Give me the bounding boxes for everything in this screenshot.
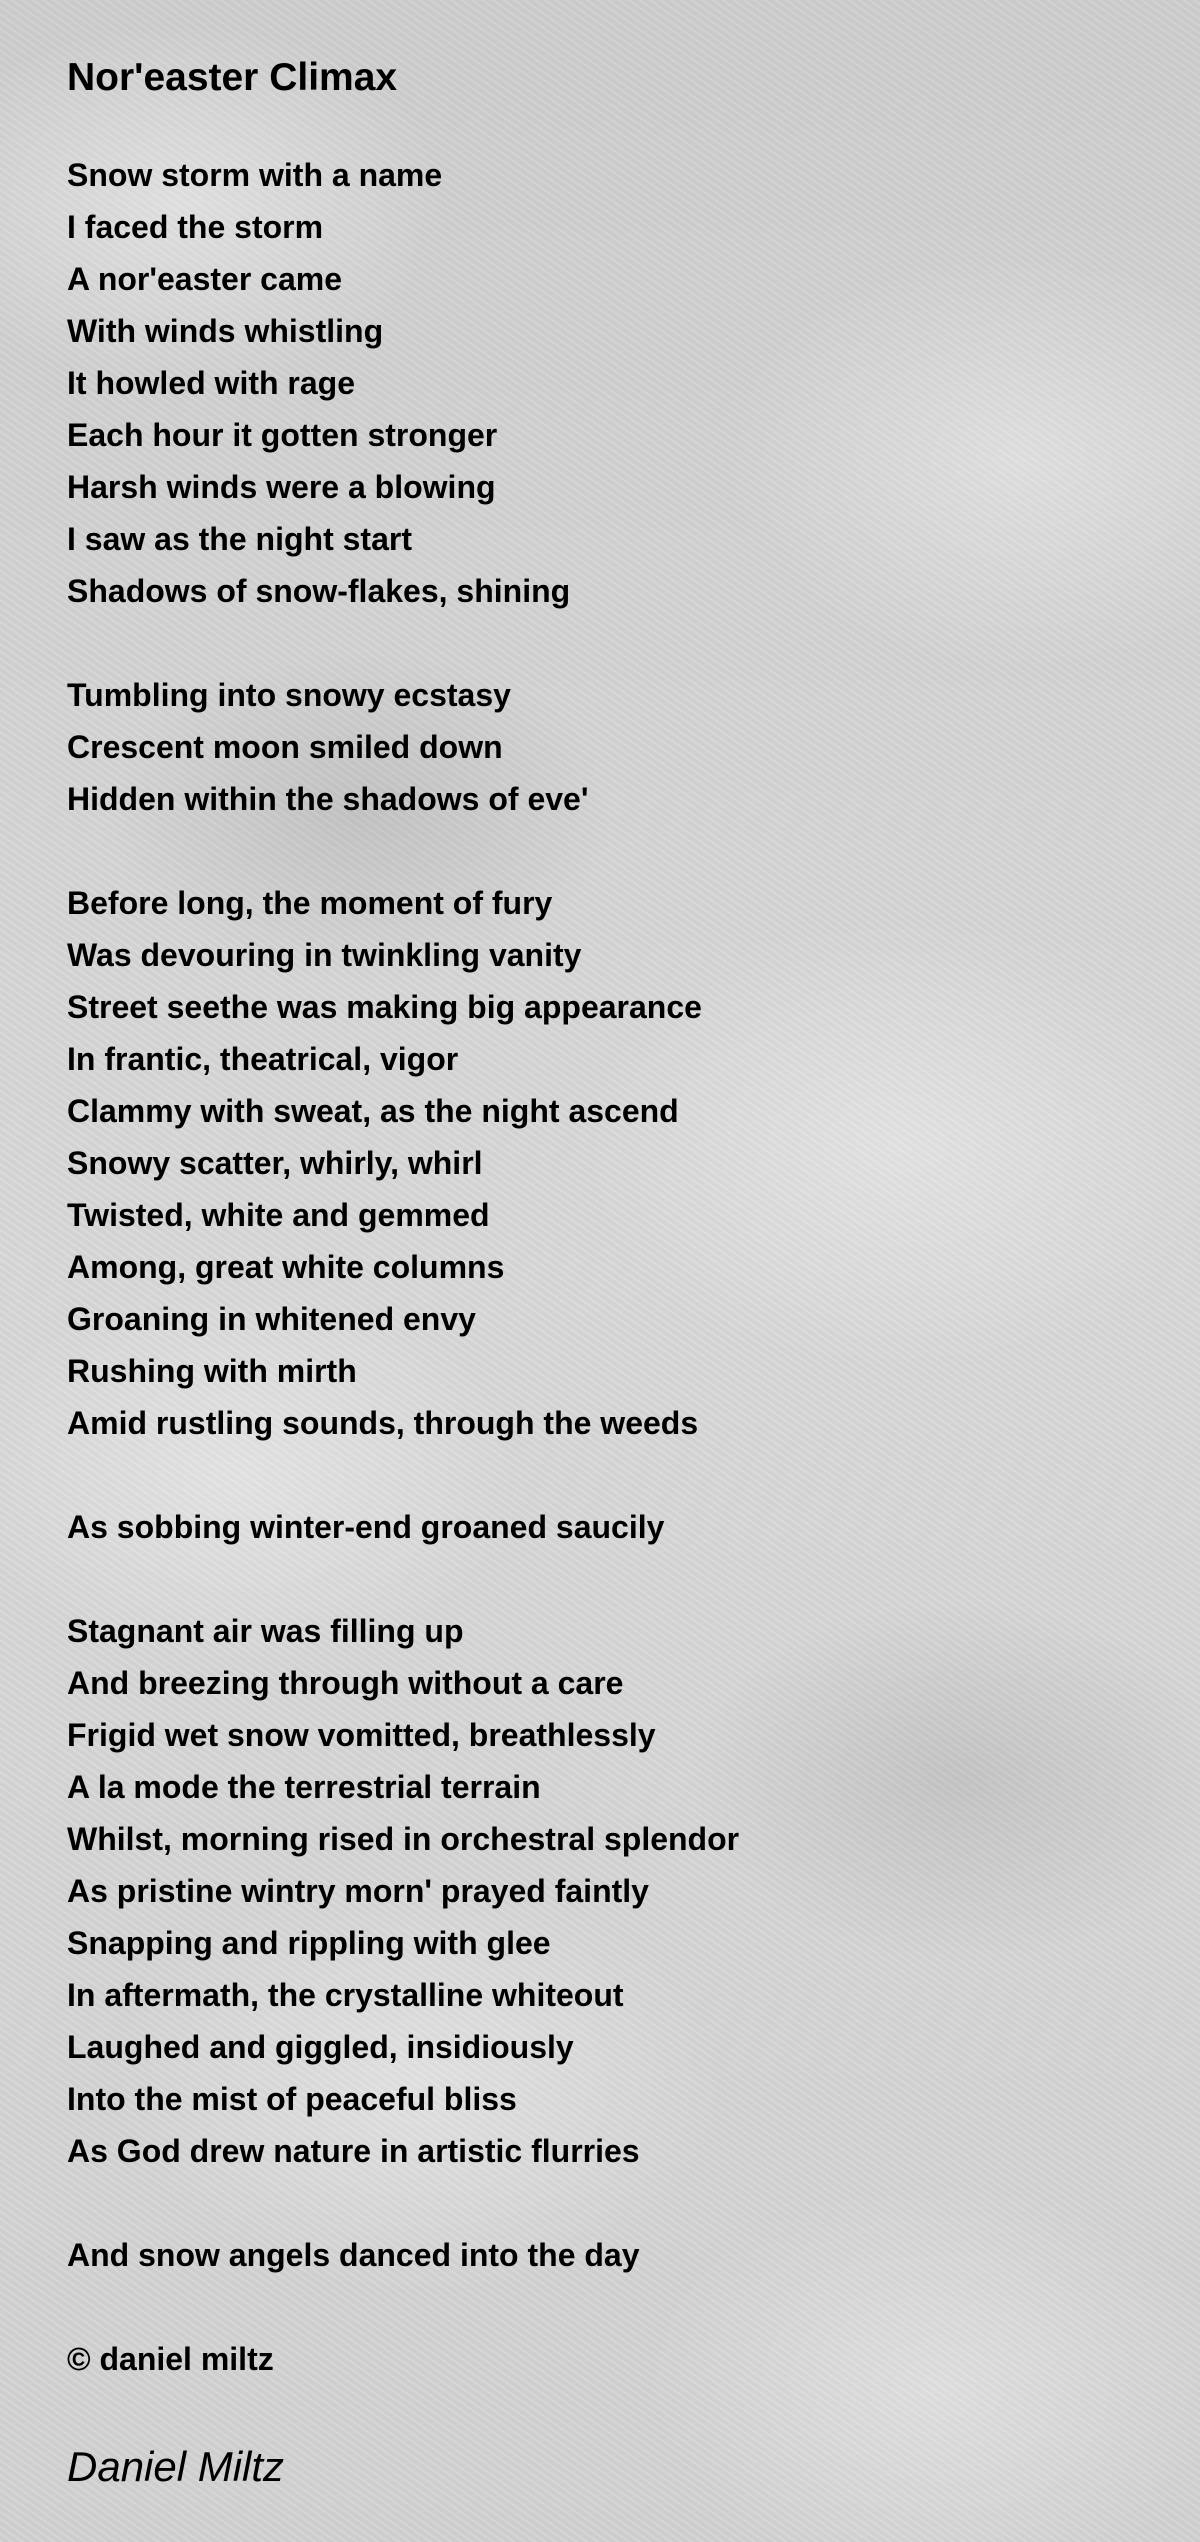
- stanza-1: [67, 149, 1167, 617]
- poem-line: Shadows of snow-flakes, shining: [67, 573, 571, 609]
- poem-line: Before long, the moment of fury: [67, 885, 553, 921]
- poem-line: A nor'easter came: [67, 261, 342, 297]
- poem-line: Rushing with mirth: [67, 1353, 357, 1389]
- poem-line: Each hour it gotten stronger: [67, 417, 498, 453]
- poem-line: Twisted, white and gemmed: [67, 1197, 490, 1233]
- poem-line: Groaning in whitened envy: [67, 1301, 476, 1337]
- poem-line: Street seethe was making big appearance: [67, 989, 702, 1025]
- poem-line: Hidden within the shadows of eve': [67, 781, 589, 817]
- poem-line: Laughed and giggled, insidiously: [67, 2029, 574, 2065]
- stanza-4: [67, 1501, 1167, 1553]
- stanza-3: [67, 877, 1167, 1449]
- poem-line: Was devouring in twinkling vanity: [67, 937, 582, 973]
- poem-line: And snow angels danced into the day: [67, 2237, 640, 2273]
- poem-line: Snowy scatter, whirly, whirl: [67, 1145, 483, 1181]
- stanza-break: [67, 825, 1167, 877]
- poem-line: As pristine wintry morn' prayed faintly: [67, 1873, 649, 1909]
- poem-line: Stagnant air was filling up: [67, 1613, 464, 1649]
- poem-line: Into the mist of peaceful bliss: [67, 2081, 517, 2117]
- poem-line: Harsh winds were a blowing: [67, 469, 496, 505]
- poem-line: Crescent moon smiled down: [67, 729, 503, 765]
- poem-body: [67, 149, 1167, 2281]
- poem-line: As God drew nature in artistic flurries: [67, 2133, 640, 2169]
- poem-line: In frantic, theatrical, vigor: [67, 1041, 459, 1077]
- poem-line: Tumbling into snowy ecstasy: [67, 677, 511, 713]
- poem-line: Snow storm with a name: [67, 157, 443, 193]
- stanza-2: [67, 669, 1167, 825]
- poem-line: I faced the storm: [67, 209, 324, 245]
- stanza-break: [67, 617, 1167, 669]
- poem-line: As sobbing winter-end groaned saucily: [67, 1509, 665, 1545]
- poem-line: I saw as the night start: [67, 521, 412, 557]
- author-signature: Daniel Miltz: [67, 2443, 285, 2490]
- poem-line: Among, great white columns: [67, 1249, 505, 1285]
- poem-line: Frigid wet snow vomitted, breathlessly: [67, 1717, 656, 1753]
- poem-line: With winds whistling: [67, 313, 384, 349]
- stanza-6: [67, 2229, 1167, 2281]
- copyright-notice: © daniel miltz: [67, 2341, 274, 2377]
- poem-line: And breezing through without a care: [67, 1665, 624, 1701]
- poem-line: Snapping and rippling with glee: [67, 1925, 551, 1961]
- poem-line: In aftermath, the crystalline whiteout: [67, 1977, 624, 2013]
- poem-title: Nor'easter Climax: [67, 56, 398, 99]
- poem-line: It howled with rage: [67, 365, 356, 401]
- poem-line: A la mode the terrestrial terrain: [67, 1769, 541, 1805]
- poem-page: [67, 52, 1167, 2497]
- stanza-break: [67, 1553, 1167, 1605]
- stanza-break: [67, 2177, 1167, 2229]
- poem-line: Clammy with sweat, as the night ascend: [67, 1093, 679, 1129]
- poem-line: Whilst, morning rised in orchestral splendor: [67, 1821, 740, 1857]
- stanza-break: [67, 1449, 1167, 1501]
- poem-line: Amid rustling sounds, through the weeds: [67, 1405, 699, 1441]
- stanza-5: [67, 1605, 1167, 2177]
